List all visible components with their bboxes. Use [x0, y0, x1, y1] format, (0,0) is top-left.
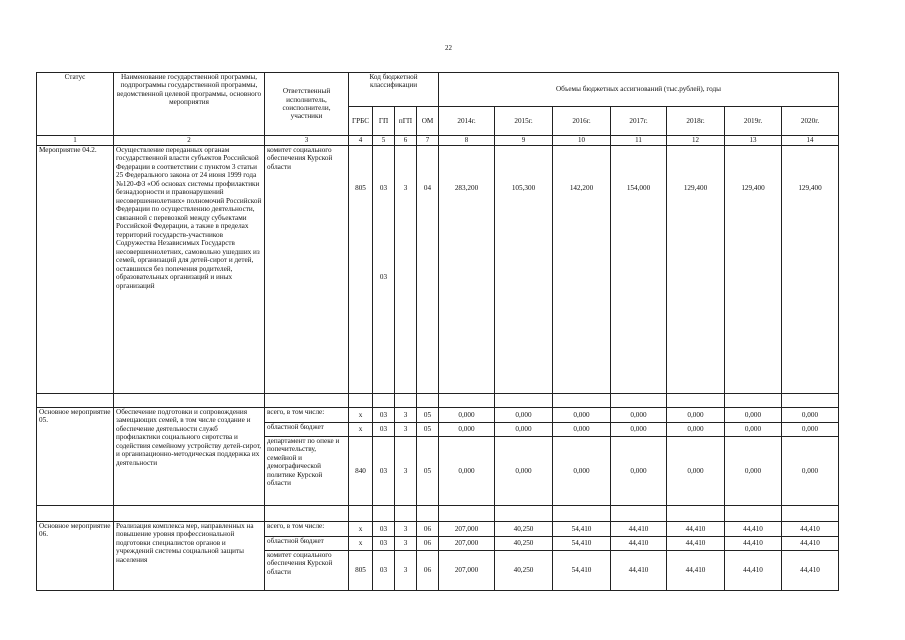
cell-gp: 03 [373, 537, 395, 551]
header-grbs: ГРБС [349, 107, 373, 136]
column-number: 8 [439, 136, 495, 146]
header-status: Статус [37, 73, 114, 136]
cell-value: 44,410 [667, 522, 725, 537]
cell-pgp: 3 [395, 437, 417, 506]
header-year: 2014г. [439, 107, 495, 136]
header-volumes: Объемы бюджетных ассигнований (тыс.рублей), годы [439, 73, 839, 107]
header-year: 2020г. [782, 107, 839, 136]
cell-value: 0,000 [439, 408, 495, 423]
header-gp: ГП [373, 107, 395, 136]
cell-gp: 03 [373, 522, 395, 537]
cell-value: 0,000 [667, 437, 725, 506]
column-number: 2 [114, 136, 265, 146]
column-number: 1 [37, 136, 114, 146]
cell-pgp: 3 [395, 423, 417, 437]
row-status: Основное мероприятие 06. [37, 522, 114, 591]
cell-gp: 03 [373, 423, 395, 437]
row-responsible: комитет социального обеспечения Курской области [265, 551, 349, 591]
cell-om: 04 [417, 146, 439, 394]
cell-value: 54,410 [553, 537, 611, 551]
row-name: Обеспечение подготовки и сопровождения замещающих семей, в том числе создание и обеспечение деятельности служб профилактики социального сиротства и содействия семейному устройству детей-сирот, и организационно-методическая поддержка их деятельности [114, 408, 265, 506]
cell-value: 129,400 [725, 146, 782, 394]
cell-value: 0,000 [782, 408, 839, 423]
cell-value: 0,000 [667, 423, 725, 437]
cell-value: 0,000 [611, 423, 667, 437]
cell-value: 44,410 [725, 551, 782, 591]
cell-grbs: х [349, 423, 373, 437]
column-number: 13 [725, 136, 782, 146]
cell-value: 0,000 [439, 437, 495, 506]
header-name: Наименование государственной программы, подпрограммы государственной программы, ведомственной целевой программы, основного мероприятия [114, 73, 265, 136]
cell-om: 06 [417, 551, 439, 591]
cell-value: 0,000 [495, 437, 553, 506]
column-number: 14 [782, 136, 839, 146]
cell-value: 44,410 [782, 537, 839, 551]
header-pgp: пГП [395, 107, 417, 136]
cell-value: 44,410 [667, 551, 725, 591]
cell-value: 44,410 [611, 551, 667, 591]
cell-value: 0,000 [611, 408, 667, 423]
cell-value: 44,410 [782, 551, 839, 591]
cell-gp: 03 [373, 437, 395, 506]
cell-om: 05 [417, 408, 439, 423]
cell-value: 0,000 [782, 437, 839, 506]
cell-gp: 03 [373, 551, 395, 591]
cell-gp-value-2: 03 [379, 273, 388, 281]
cell-value: 283,200 [439, 146, 495, 394]
cell-grbs: 805 [349, 551, 373, 591]
page-number: 22 [445, 44, 452, 52]
cell-value: 129,400 [667, 146, 725, 394]
header-budget-code: Код бюджетной классификации [349, 73, 439, 107]
row-name: Реализация комплекса мер, направленных на повышение уровня профессиональной подготовки специалистов органов и учреждений системы социальной защиты населения [114, 522, 265, 591]
row-status: Основное мероприятие 05. [37, 408, 114, 506]
cell-value: 0,000 [553, 423, 611, 437]
cell-grbs: х [349, 408, 373, 423]
column-number: 3 [265, 136, 349, 146]
cell-grbs: 805 [349, 146, 373, 394]
cell-value: 44,410 [725, 522, 782, 537]
column-number: 12 [667, 136, 725, 146]
cell-pgp: 3 [395, 522, 417, 537]
cell-value: 44,410 [667, 537, 725, 551]
row-responsible: всего, в том числе: [265, 408, 349, 423]
cell-value: 40,250 [495, 522, 553, 537]
row-responsible: всего, в том числе: [265, 522, 349, 537]
cell-value: 154,000 [611, 146, 667, 394]
row-responsible: департамент по опеке и попечительству, семейной и демографической политике Курской области [265, 437, 349, 506]
cell-value: 0,000 [439, 423, 495, 437]
cell-value: 0,000 [725, 408, 782, 423]
column-number: 6 [395, 136, 417, 146]
column-number: 10 [553, 136, 611, 146]
cell-value: 0,000 [782, 423, 839, 437]
cell-value: 44,410 [782, 522, 839, 537]
cell-value: 0,000 [611, 437, 667, 506]
cell-pgp: 3 [395, 537, 417, 551]
cell-value: 40,250 [495, 551, 553, 591]
cell-om: 06 [417, 537, 439, 551]
header-responsible: Ответственный исполнитель, соисполнители, участники [265, 73, 349, 136]
cell-value: 207,000 [439, 537, 495, 551]
cell-value: 0,000 [553, 437, 611, 506]
header-year: 2018г. [667, 107, 725, 136]
cell-value: 0,000 [495, 423, 553, 437]
cell-pgp: 3 [395, 551, 417, 591]
cell-value: 129,400 [782, 146, 839, 394]
row-status: Мероприятие 04.2. [37, 146, 114, 394]
column-number: 4 [349, 136, 373, 146]
cell-pgp: 3 [395, 146, 417, 394]
header-om: ОМ [417, 107, 439, 136]
cell-om: 06 [417, 522, 439, 537]
cell-value: 142,200 [553, 146, 611, 394]
cell-value: 54,410 [553, 522, 611, 537]
cell-gp-value: 03 [379, 184, 388, 192]
cell-value: 0,000 [667, 408, 725, 423]
cell-value: 0,000 [495, 408, 553, 423]
cell-value: 207,000 [439, 551, 495, 591]
cell-value: 44,410 [611, 522, 667, 537]
cell-value: 0,000 [553, 408, 611, 423]
row-responsible: комитет социального обеспечения Курской области [265, 146, 349, 394]
header-year: 2017г. [611, 107, 667, 136]
cell-value: 40,250 [495, 537, 553, 551]
cell-value: 44,410 [725, 537, 782, 551]
cell-grbs: 840 [349, 437, 373, 506]
header-year: 2015г. [495, 107, 553, 136]
cell-value: 44,410 [611, 537, 667, 551]
column-number: 9 [495, 136, 553, 146]
cell-value: 105,300 [495, 146, 553, 394]
cell-value: 0,000 [725, 423, 782, 437]
row-responsible: областной бюджет [265, 423, 349, 437]
cell-grbs: х [349, 537, 373, 551]
header-year: 2019г. [725, 107, 782, 136]
cell-value: 0,000 [725, 437, 782, 506]
cell-om: 05 [417, 423, 439, 437]
cell-gp [373, 146, 395, 394]
cell-om: 05 [417, 437, 439, 506]
cell-gp: 03 [373, 408, 395, 423]
column-number: 5 [373, 136, 395, 146]
cell-value: 207,000 [439, 522, 495, 537]
cell-value: 54,410 [553, 551, 611, 591]
budget-table [36, 72, 839, 591]
cell-pgp: 3 [395, 408, 417, 423]
row-responsible: областной бюджет [265, 537, 349, 551]
header-year: 2016г. [553, 107, 611, 136]
column-number: 7 [417, 136, 439, 146]
row-name: Осуществление переданных органам государственной власти субъектов Российской Федерации в соответствии с пунктом 3 статьи 25 Федерального закона от 24 июня 1999 года №120-ФЗ «Об основах системы профилактики безнадзорности и правонарушений несовершеннолетних» полномочий Российской Федерации по осуществлению деятельности, связанной с перевозкой между субъектами Российской Федерации, а также в пределах территорий государств-участников Содружества Независимых Государств несовершеннолетних, самовольно ушедших из семей, организаций для детей-сирот и детей, оставшихся без попечения родителей, образовательных организаций и иных организаций [114, 146, 265, 394]
column-number: 11 [611, 136, 667, 146]
cell-grbs: х [349, 522, 373, 537]
